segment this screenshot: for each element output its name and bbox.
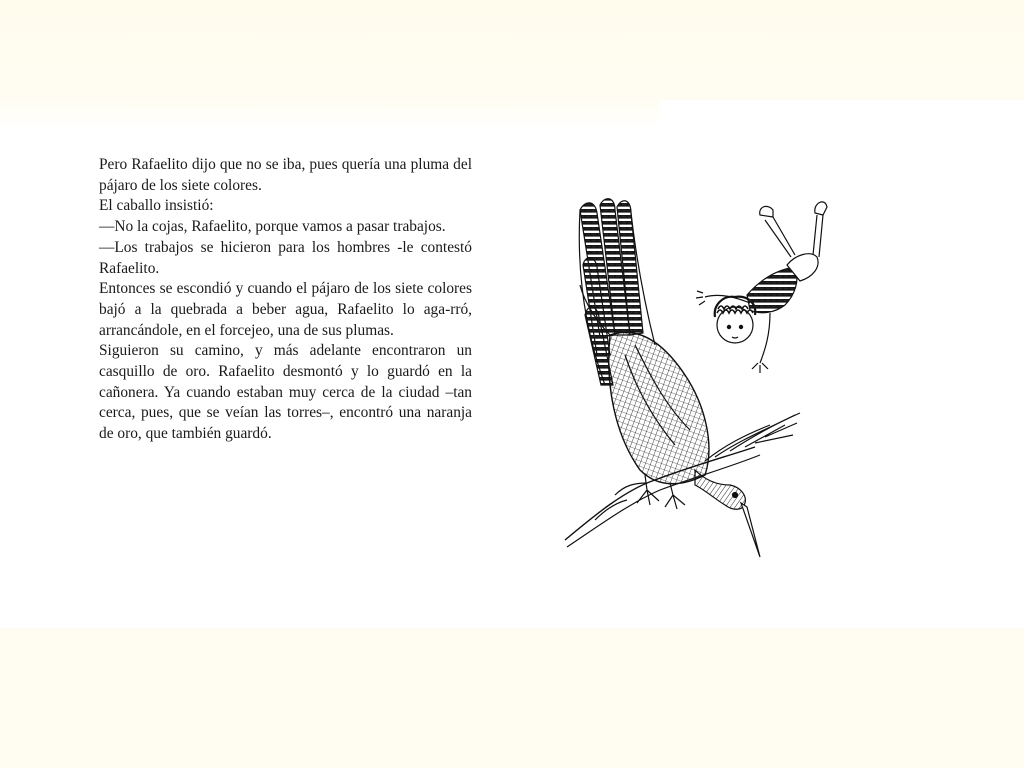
paragraph-1: Pero Rafaelito dijo que no se iba, pues quería una pluma del pájaro de los siete colores. (99, 156, 472, 194)
paragraph-4: —Los trabajos se hicieron para los hombres -le contestó Rafaelito. (99, 238, 472, 277)
paragraph-6: Siguieron su camino, y más adelante encontraron un casquillo de oro. Rafaelito desmontó y lo guardó en la cañonera. Ya cuando estaban muy cerca de la ciudad –tan cerca, pues, que se veían las torres–, encontró una naranja de oro, que también guardó. (99, 342, 472, 443)
story-text (99, 155, 472, 445)
bird-and-boy-illustration (555, 185, 845, 565)
page-shadow (0, 100, 660, 130)
paragraph-3: —No la cojas, Rafaelito, porque vamos a pasar trabajos. (99, 218, 446, 236)
boy-figure (696, 202, 827, 373)
bottom-margin (0, 628, 1024, 768)
paragraph-5: Entonces se escondió y cuando el pájaro de los siete colores bajó a la quebrada a beber agua, Rafaelito lo aga-rró, arrancándole, en el forcejeo, una de sus plumas. (99, 280, 472, 339)
paragraph-2: El caballo insistió: (99, 197, 214, 215)
